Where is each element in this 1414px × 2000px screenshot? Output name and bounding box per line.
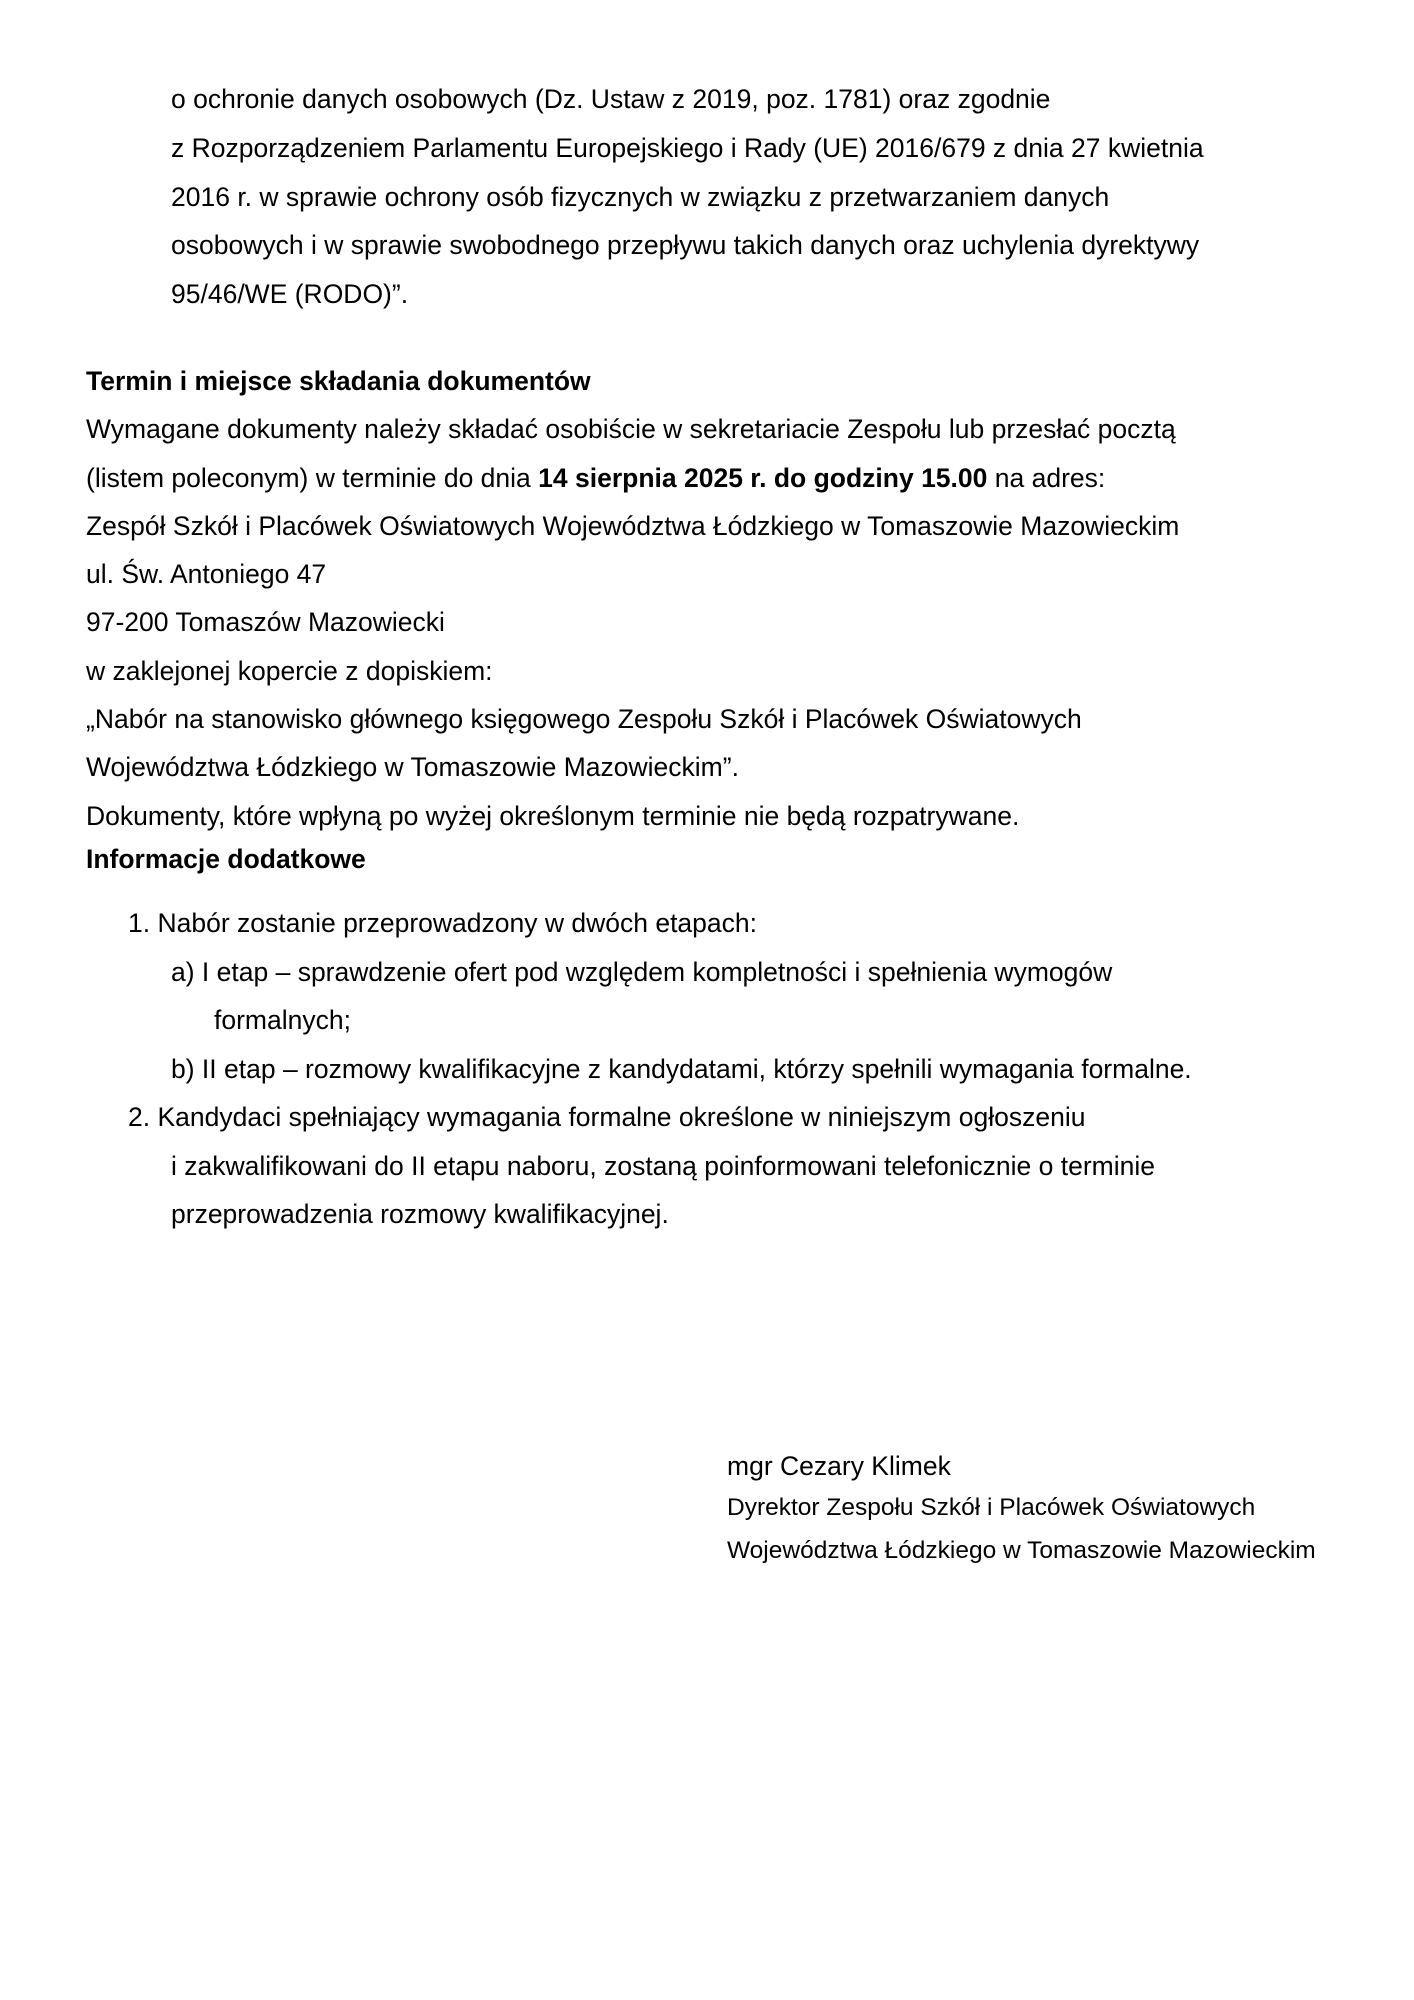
envelope-text-line-2: Województwa Łódzkiego w Tomaszowie Mazowieckim”. <box>86 752 739 782</box>
info-item-1: 1. Nabór zostanie przeprowadzony w dwóch etapach: <box>128 908 757 938</box>
intro-line-2: z Rozporządzeniem Parlamentu Europejskiego i Rady (UE) 2016/679 z dnia 27 kwietnia <box>171 133 1204 163</box>
info-item-1b: b) II etap – rozmowy kwalifikacyjne z kandydatami, którzy spełnili wymagania formalne. <box>171 1054 1192 1084</box>
termin-line-2 <box>86 462 1105 494</box>
envelope-note: w zaklejonej kopercie z dopiskiem: <box>86 656 493 686</box>
termin-line-1: Wymagane dokumenty należy składać osobiście w sekretariacie Zespołu lub przesłać pocztą <box>86 414 1176 444</box>
info-item-1a-line-1: a) I etap – sprawdzenie ofert pod względem kompletności i spełnienia wymogów <box>171 957 1113 987</box>
address-line-3: 97-200 Tomaszów Mazowiecki <box>86 607 445 637</box>
info-item-2-line-1: 2. Kandydaci spełniający wymagania formalne określone w niniejszym ogłoszeniu <box>128 1102 1086 1132</box>
signature-title-line-1: Dyrektor Zespołu Szkół i Placówek Oświatowych <box>727 1494 1256 1521</box>
envelope-text-line-1: „Nabór na stanowisko głównego księgowego Zespołu Szkół i Placówek Oświatowych <box>86 704 1082 734</box>
termin-line-2-start: (listem poleconym) w terminie do dnia <box>86 463 539 493</box>
intro-line-3: 2016 r. w sprawie ochrony osób fizycznych w związku z przetwarzaniem danych <box>171 182 1110 212</box>
info-item-1a-line-2: formalnych; <box>214 1005 351 1035</box>
intro-line-4: osobowych i w sprawie swobodnego przepływu takich danych oraz uchylenia dyrektywy <box>171 230 1200 260</box>
info-item-2-line-3: przeprowadzenia rozmowy kwalifikacyjnej. <box>171 1199 669 1229</box>
intro-line-5: 95/46/WE (RODO)”. <box>171 279 409 309</box>
signature-title-line-2: Województwa Łódzkiego w Tomaszowie Mazowieckim <box>727 1537 1316 1564</box>
termin-line-2-end: na adres: <box>987 463 1106 493</box>
info-item-2-line-2: i zakwalifikowani do II etapu naboru, zostaną poinformowani telefonicznie o terminie <box>171 1151 1155 1181</box>
address-line-1: Zespół Szkół i Placówek Oświatowych Województwa Łódzkiego w Tomaszowie Mazowieckim <box>86 511 1180 541</box>
address-line-2: ul. Św. Antoniego 47 <box>86 559 327 589</box>
info-heading: Informacje dodatkowe <box>86 844 366 874</box>
signature-name: mgr Cezary Klimek <box>727 1451 951 1481</box>
deadline-text: 14 sierpnia 2025 r. do godziny 15.00 <box>538 463 988 493</box>
intro-line-1: o ochronie danych osobowych (Dz. Ustaw z 2019, poz. 1781) oraz zgodnie <box>171 84 1051 114</box>
late-note: Dokumenty, które wpłyną po wyżej określonym terminie nie będą rozpatrywane. <box>86 801 1020 831</box>
termin-heading: Termin i miejsce składania dokumentów <box>86 366 591 396</box>
